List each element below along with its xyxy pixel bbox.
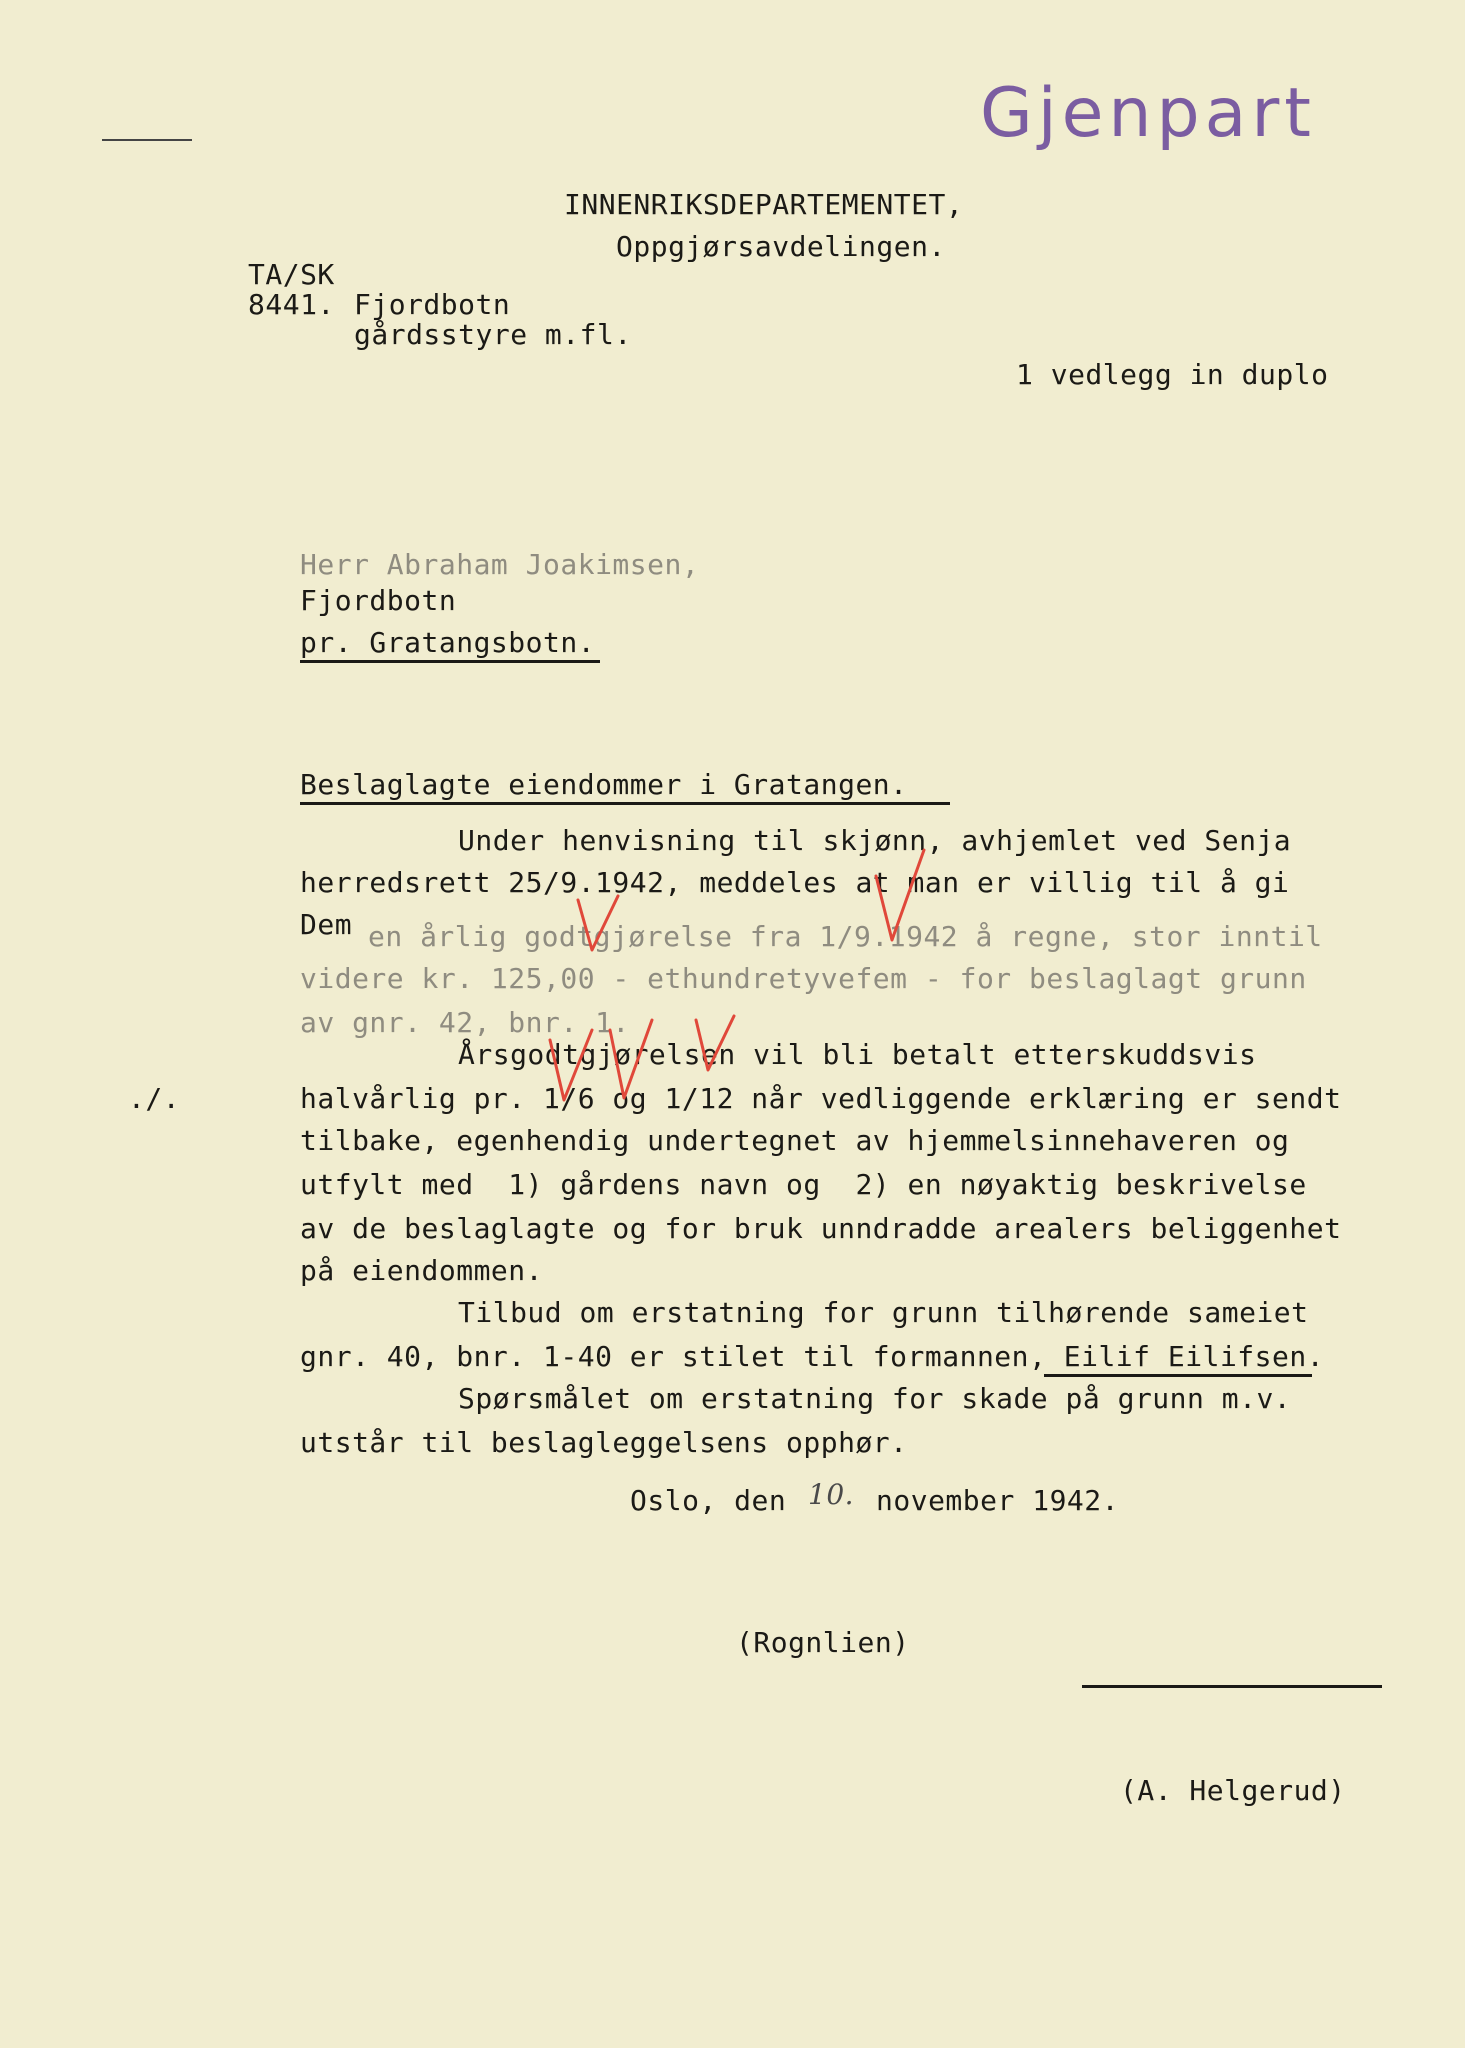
- body-line-7: halvårlig pr. 1/6 og 1/12 når vedliggende erklæring er sendt: [300, 1082, 1342, 1115]
- reference-subject-1: Fjordbotn: [354, 288, 511, 321]
- body-line-3a: Dem: [300, 908, 353, 941]
- body-line-4: videre kr. 125,00 - ethundretyvefem - for beslaglagt grunn: [300, 962, 1307, 995]
- dateline-suffix: november 1942.: [876, 1484, 1120, 1517]
- reference-subject-2: gårdsstyre m.fl.: [354, 318, 632, 351]
- dateline-day: 10.: [808, 1478, 855, 1511]
- gjenpart-stamp: Gjenpart: [980, 74, 1316, 153]
- attachments-note: 1 vedlegg in duplo: [1016, 358, 1329, 391]
- recipient-post: pr. Gratangsbotn.: [300, 626, 596, 659]
- signature-line: [1082, 1685, 1382, 1688]
- subject-line: Beslaglagte eiendommer i Gratangen.: [300, 768, 908, 801]
- recipient-post-underline: [300, 660, 600, 663]
- department-name: INNENRIKSDEPARTEMENTET,: [564, 188, 964, 221]
- body-line-8: tilbake, egenhendig undertegnet av hjemmelsinnehaveren og: [300, 1124, 1290, 1157]
- dateline-prefix: Oslo, den: [630, 1484, 787, 1517]
- division-name: Oppgjørsavdelingen.: [616, 230, 946, 263]
- body-line-9: utfylt med 1) gårdens navn og 2) en nøyaktig beskrivelse: [300, 1168, 1307, 1201]
- body-line-10: av de beslaglagte og for bruk unndradde arealers beliggenhet: [300, 1212, 1342, 1245]
- body-line-12: Tilbud om erstatning for grunn tilhørende sameiet: [458, 1296, 1309, 1329]
- recipient-name: Herr Abraham Joakimsen,: [300, 548, 700, 581]
- body-line-14: Spørsmålet om erstatning for skade på grunn m.v.: [458, 1382, 1292, 1415]
- reference-number: 8441.: [248, 288, 335, 321]
- body-line-1: Under henvisning til skjønn, avhjemlet ved Senja: [458, 824, 1292, 857]
- eilif-underline: [1044, 1374, 1312, 1377]
- subject-underline: [300, 802, 950, 805]
- signature-helgerud: (A. Helgerud): [1120, 1774, 1346, 1807]
- body-line-3b: en årlig godtgjørelse fra 1/9.1942 å regne, stor inntil: [368, 920, 1323, 953]
- margin-dash: [102, 139, 192, 141]
- body-line-2: herredsrett 25/9.1942, meddeles at man er villig til å gi: [300, 866, 1290, 899]
- recipient-place: Fjordbotn: [300, 584, 457, 617]
- body-line-13: gnr. 40, bnr. 1-40 er stilet til formannen, Eilif Eilifsen.: [300, 1340, 1325, 1373]
- body-line-5: av gnr. 42, bnr. 1.: [300, 1006, 630, 1039]
- body-line-15: utstår til beslagleggelsens opphør.: [300, 1426, 908, 1459]
- margin-mark: ./.: [128, 1082, 181, 1115]
- body-line-6: Årsgodtgjørelsen vil bli betalt etterskuddsvis: [458, 1038, 1257, 1071]
- reference-code: TA/SK: [248, 258, 335, 291]
- signature-rognlien: (Rognlien): [736, 1626, 910, 1659]
- body-line-11: på eiendommen.: [300, 1254, 544, 1287]
